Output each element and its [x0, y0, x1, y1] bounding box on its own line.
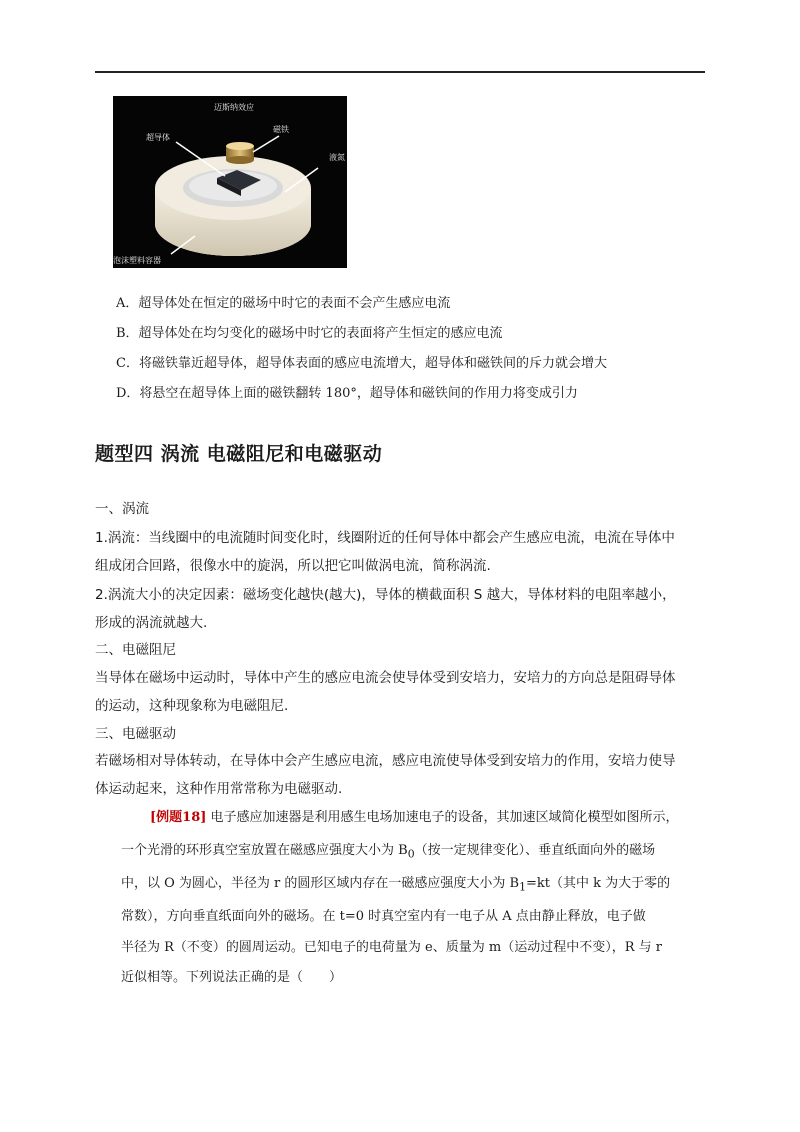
pointer-magnet: [253, 136, 279, 152]
body-line: 的运动，这种现象称为电磁阻尼.: [95, 698, 289, 714]
example-text: 中，以 O 为圆心，半径为 r 的圆形区域内存在一磁感应强度大小为 B: [121, 876, 520, 891]
example-text: =kt（其中 k 为大于零的: [525, 876, 671, 891]
example-line-6: 近似相等。下列说法正确的是（ ）: [121, 970, 343, 985]
subheading-em-damping: 二、电磁阻尼: [95, 642, 176, 658]
example-line-1: [150, 808, 679, 828]
example-line-4: 常数），方向垂直纸面向外的磁场。在 t=0 时真空室内有一电子从 A 点由静止释放，电子做: [121, 909, 646, 924]
example-text: 一个光滑的环形真空室放置在磁感应强度大小为 B: [121, 843, 408, 858]
body-line: 1.涡流：当线圈中的电流随时间变化时，线圈附近的任何导体中都会产生感应电流，电流在导体中: [95, 530, 675, 546]
meissner-effect-figure: [113, 96, 347, 268]
body-line: 当导体在磁场中运动时，导体中产生的感应电流会使导体受到安培力，安培力的方向总是阻碍导体: [95, 670, 676, 686]
example-line-2: [121, 841, 655, 865]
meissner-illustration: [113, 96, 347, 268]
label-magnet: 磁铁: [273, 125, 289, 134]
header-rule: [95, 71, 705, 73]
example-tag: [例题18]: [150, 810, 207, 825]
magnet-bottom: [226, 156, 254, 164]
option-d: D．将悬空在超导体上面的磁铁翻转 180°，超导体和磁铁间的作用力将变成引力: [116, 386, 578, 401]
magnet-top: [226, 142, 254, 150]
label-meissner: 迈斯纳效应: [214, 103, 254, 112]
option-b: B．超导体处在均匀变化的磁场中时它的表面将产生恒定的感应电流: [116, 326, 503, 341]
example-text: （按一定规律变化）、垂直纸面向外的磁场: [414, 843, 656, 858]
subheading-eddy-current: 一、涡流: [95, 501, 149, 517]
section-heading: 题型四 涡流 电磁阻尼和电磁驱动: [95, 443, 383, 465]
subscript: 0: [407, 847, 415, 861]
body-line: 2.涡流大小的决定因素：磁场变化越快(越大)，导体的横截面积 S 越大，导体材料的电阻率越小，: [95, 587, 676, 603]
subscript: 1: [519, 880, 526, 894]
body-line: 若磁场相对导体转动，在导体中会产生感应电流，感应电流使导体受到安培力的作用，安培力使导: [95, 753, 676, 769]
body-line: 组成闭合回路，很像水中的旋涡，所以把它叫做涡电流，简称涡流.: [95, 558, 491, 574]
subheading-em-drive: 三、电磁驱动: [95, 726, 176, 742]
example-line-3: [121, 874, 670, 898]
example-line-5: 半径为 R（不变）的圆周运动。已知电子的电荷量为 e、质量为 m（运动过程中不变），R 与 r: [121, 940, 662, 955]
label-container: 泡沫塑料容器: [113, 256, 161, 265]
example-text: 电子感应加速器是利用感生电场加速电子的设备，其加速区域简化模型如图所示，: [206, 810, 679, 825]
option-a: A．超导体处在恒定的磁场中时它的表面不会产生感应电流: [116, 296, 451, 311]
body-line: 体运动起来，这种作用常常称为电磁驱动.: [95, 781, 343, 797]
body-line: 形成的涡流就越大.: [95, 615, 208, 631]
option-c: C．将磁铁靠近超导体，超导体表面的感应电流增大，超导体和磁铁间的斥力就会增大: [116, 356, 607, 371]
label-superconductor: 超导体: [146, 133, 170, 142]
label-liquid-nitrogen: 液氮: [329, 153, 345, 162]
